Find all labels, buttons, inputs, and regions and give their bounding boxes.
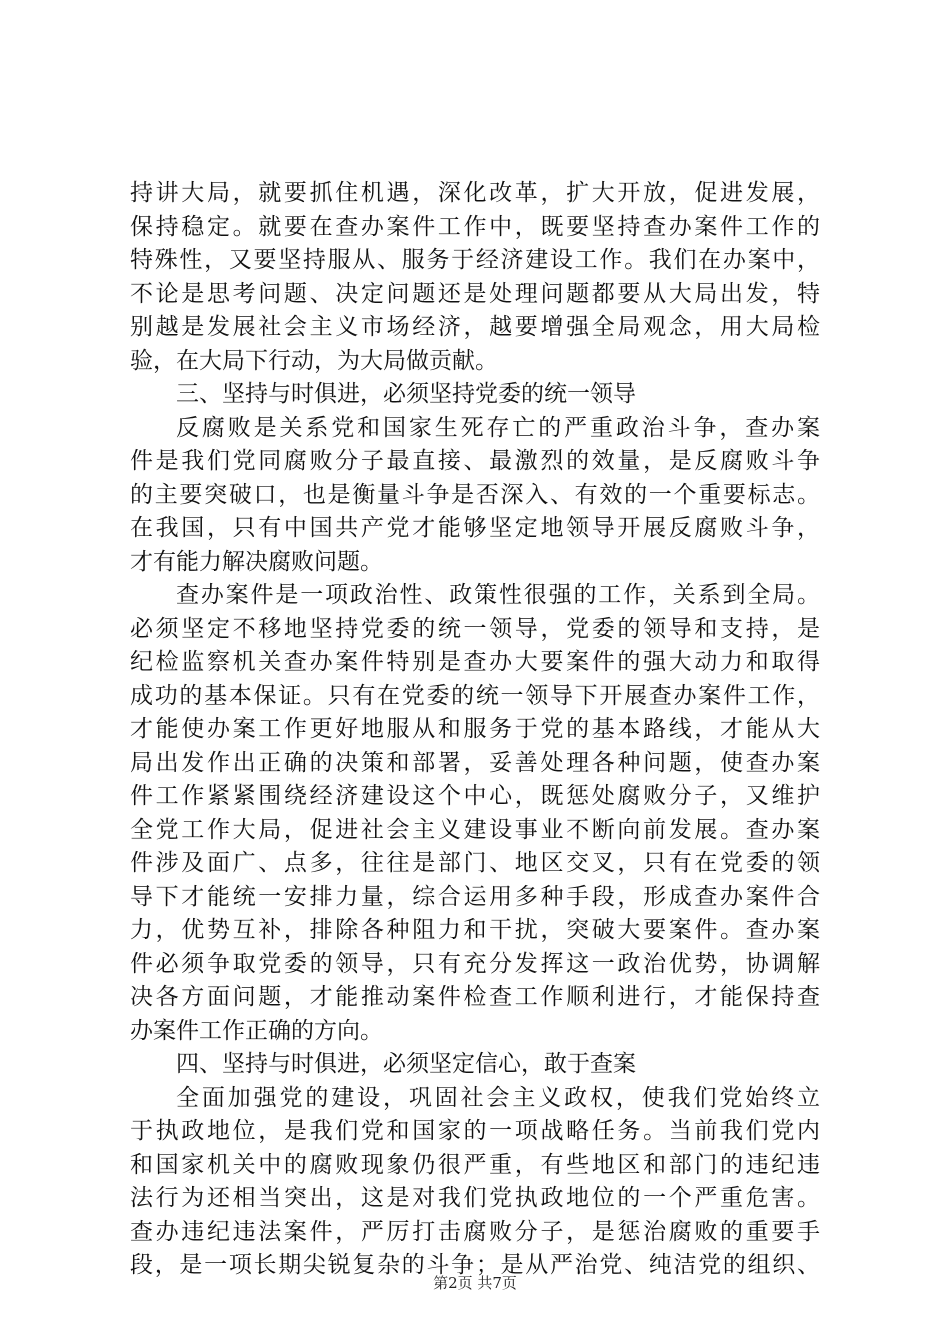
text-line: 保持稳定。就要在查办案件工作中，既要坚持查办案件工作的 bbox=[130, 213, 820, 240]
text-line: 验，在大局下行动，为大局做贡献。 bbox=[130, 347, 498, 374]
text-line: 全党工作大局，促进社会主义建设事业不断向前发展。查办案 bbox=[130, 816, 820, 843]
text-line: 才有能力解决腐败问题。 bbox=[130, 548, 383, 575]
section-heading: 三、坚持与时俱进，必须坚持党委的统一领导 bbox=[176, 381, 636, 407]
text-line: 力，优势互补，排除各种阻力和干扰，突破大要案件。查办案 bbox=[130, 917, 820, 943]
text-line: 件是我们党同腐败分子最直接、最激烈的效量，是反腐败斗争 bbox=[130, 448, 820, 474]
text-line: 件必须争取党委的领导，只有充分发挥这一政治优势，协调解 bbox=[130, 950, 820, 977]
text-line: 办案件工作正确的方向。 bbox=[130, 1017, 383, 1044]
document-body bbox=[130, 177, 820, 1283]
text-line: 不论是思考问题、决定问题还是处理问题都要从大局出发，特 bbox=[130, 280, 820, 307]
text-line: 段，是一项长期尖锐复杂的斗争；是从严治党、纯洁党的组织、 bbox=[130, 1252, 820, 1278]
text-line: 局出发作出正确的决策和部署，妥善处理各种问题，使查办案 bbox=[130, 749, 820, 776]
text-line: 和国家机关中的腐败现象仍很严重，有些地区和部门的违纪违 bbox=[130, 1151, 820, 1178]
text-line: 决各方面问题，才能推动案件检查工作顺利进行，才能保持查 bbox=[130, 984, 820, 1010]
text-line: 特殊性，又要坚持服从、服务于经济建设工作。我们在办案中， bbox=[130, 247, 820, 273]
text-line: 于执政地位，是我们党和国家的一项战略任务。当前我们党内 bbox=[130, 1118, 820, 1144]
text-line: 导下才能统一安排力量，综合运用多种手段，形成查办案件合 bbox=[130, 883, 820, 910]
section-heading: 四、坚持与时俱进，必须坚定信心，敢于查案 bbox=[176, 1051, 636, 1077]
text-line: 反腐败是关系党和国家生死存亡的严重政治斗争，查办案 bbox=[176, 414, 820, 441]
text-line: 全面加强党的建设，巩固社会主义政权，使我们党始终立 bbox=[176, 1084, 820, 1111]
text-line: 件涉及面广、点多，往往是部门、地区交叉，只有在党委的领 bbox=[130, 850, 820, 876]
text-line: 持讲大局，就要抓住机遇，深化改革，扩大开放，促进发展， bbox=[130, 180, 820, 206]
text-line: 必须坚定不移地坚持党委的统一领导，党委的领导和支持，是 bbox=[130, 615, 820, 642]
text-line: 查办案件是一项政治性、政策性很强的工作，关系到全局。 bbox=[176, 582, 820, 608]
text-line: 纪检监察机关查办案件特别是查办大要案件的强大动力和取得 bbox=[130, 649, 820, 675]
text-line: 才能使办案工作更好地服从和服务于党的基本路线，才能从大 bbox=[130, 716, 820, 742]
text-line: 的主要突破口，也是衡量斗争是否深入、有效的一个重要标志。 bbox=[130, 481, 820, 508]
text-line: 查办违纪违法案件，严厉打击腐败分子，是惩治腐败的重要手 bbox=[130, 1218, 820, 1245]
text-line: 件工作紧紧围绕经济建设这个中心，既惩处腐败分子，又维护 bbox=[130, 783, 820, 809]
page-footer: 第2页 共7页 bbox=[433, 1274, 517, 1292]
text-line: 法行为还相当突出，这是对我们党执政地位的一个严重危害。 bbox=[130, 1185, 820, 1211]
text-line: 成功的基本保证。只有在党委的统一领导下开展查办案件工作， bbox=[130, 682, 820, 709]
text-line: 在我国，只有中国共产党才能够坚定地领导开展反腐败斗争， bbox=[130, 515, 820, 541]
text-line: 别越是发展社会主义市场经济，越要增强全局观念，用大局检 bbox=[130, 314, 820, 340]
